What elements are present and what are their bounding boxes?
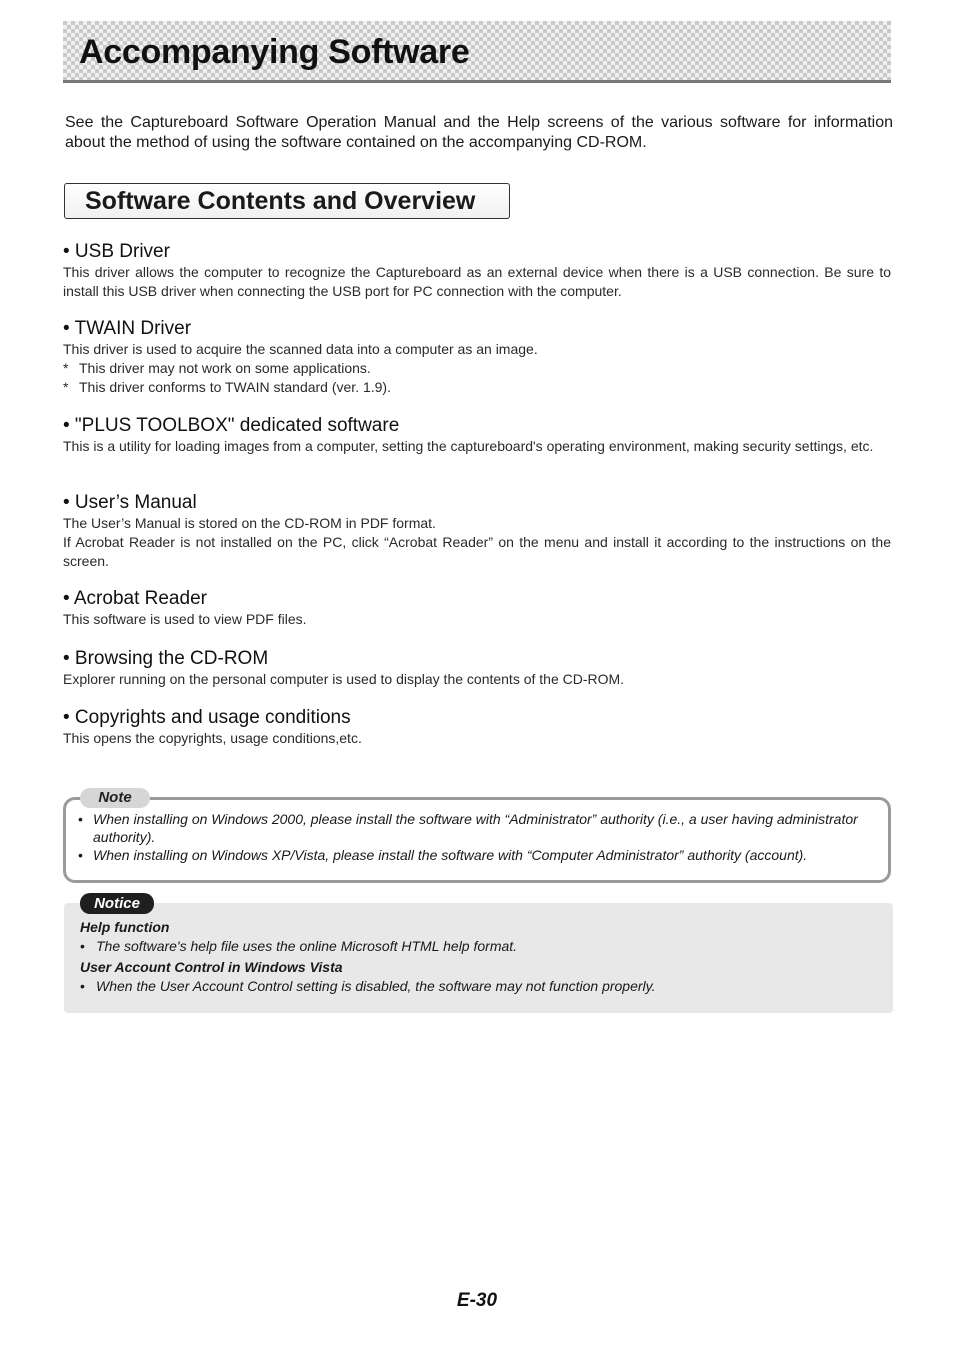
item-users-manual: [63, 492, 891, 571]
bullet-dot: •: [80, 938, 85, 954]
item-browsing-cd-rom: [63, 648, 891, 689]
item-copyrights: [63, 707, 891, 748]
item-description: This software is used to view PDF files.: [63, 611, 307, 627]
note-list: [76, 810, 876, 864]
item-footnote: * This driver may not work on some applications.: [63, 360, 371, 376]
intro-paragraph: See the Captureboard Software Operation Manual and the Help screens of the various software for information about the method of using the software contained on the accompanying CD-ROM.: [65, 114, 893, 151]
item-heading: • "PLUS TOOLBOX" dedicated software: [63, 415, 400, 436]
item-description: This driver allows the computer to recognize the Captureboard as an external device when there is a USB connection. Be sure to install this USB driver when connecting the USB port for PC connection with the computer.: [63, 264, 891, 299]
item-heading: • Copyrights and usage conditions: [63, 707, 351, 728]
section-heading-box: [64, 183, 510, 219]
item-description: Explorer running on the personal computer is used to display the contents of the CD-ROM.: [63, 671, 625, 687]
item-heading: • USB Driver: [63, 241, 170, 262]
bullet-dot: •: [80, 978, 85, 994]
item-heading: • Acrobat Reader: [63, 588, 207, 609]
item-usb-driver: [63, 241, 891, 301]
item-footnote: * This driver conforms to TWAIN standard (ver. 1.9).: [63, 379, 391, 395]
page-title-bar: [63, 21, 891, 83]
notice-bullet: • The software's help file uses the online Microsoft HTML help format.: [80, 938, 518, 954]
item-description: The User’s Manual is stored on the CD-ROM in PDF format.: [63, 515, 436, 531]
section-heading: Software Contents and Overview: [85, 187, 476, 215]
note-bullet: • When installing on Windows XP/Vista, please install the software with “Computer Administrator” authority (account).: [78, 847, 808, 863]
item-description: This driver is used to acquire the scanned data into a computer as an image.: [63, 341, 538, 357]
item-plus-toolbox: [63, 415, 891, 456]
page-title: Accompanying Software: [79, 33, 470, 71]
asterisk-marker: *: [63, 360, 69, 376]
item-heading: • User’s Manual: [63, 492, 197, 513]
item-description: If Acrobat Reader is not installed on the PC, click “Acrobat Reader” on the menu and install it according to the instructions on the screen.: [63, 534, 891, 569]
note-bullet: • When installing on Windows 2000, please install the software with “Administrator” authority (i.e., a user having administrator authority).: [78, 811, 858, 845]
item-acrobat-reader: [63, 588, 891, 629]
note-label: Note: [80, 788, 150, 808]
asterisk-marker: *: [63, 379, 69, 395]
item-description: This opens the copyrights, usage conditions,etc.: [63, 730, 362, 746]
bullet-dot: •: [78, 811, 83, 827]
notice-subheading: Help function: [80, 919, 170, 935]
item-heading: • Browsing the CD-ROM: [63, 648, 269, 669]
notice-bullet: • When the User Account Control setting is disabled, the software may not function properly.: [80, 978, 656, 994]
item-heading: • TWAIN Driver: [63, 318, 192, 339]
notice-subheading: User Account Control in Windows Vista: [80, 959, 343, 975]
notice-label: Notice: [80, 893, 154, 914]
item-description: This is a utility for loading images from a computer, setting the captureboard's operating environment, making security settings, etc.: [63, 438, 874, 454]
page-number: E-30: [456, 1290, 498, 1311]
notice-content: [80, 918, 880, 996]
bullet-dot: •: [78, 847, 83, 863]
item-twain-driver: [63, 318, 891, 397]
